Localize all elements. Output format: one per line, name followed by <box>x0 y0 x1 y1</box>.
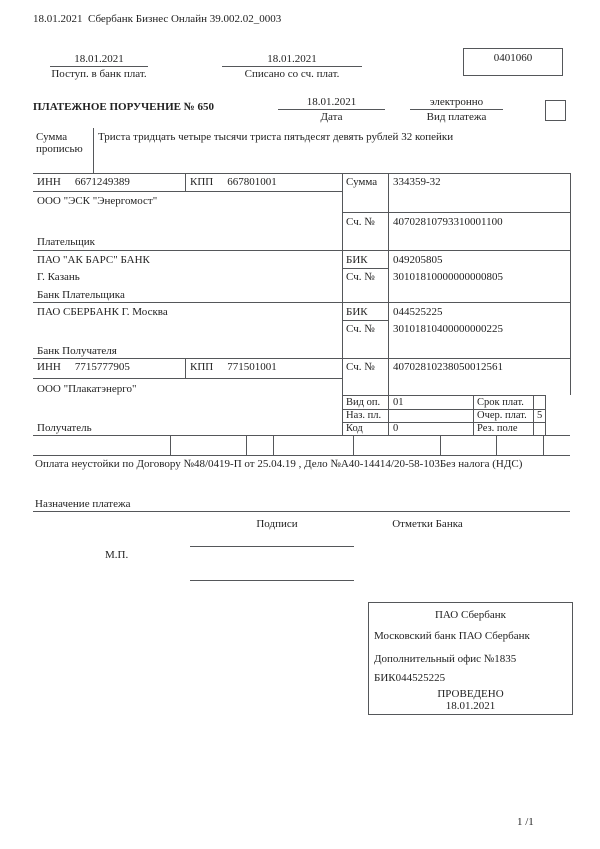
payer-bank-bik-value: 049205805 <box>393 254 443 266</box>
signature-line-1 <box>190 546 354 547</box>
beneficiary-inn <box>37 361 130 373</box>
payer-inn-value: 6671249389 <box>74 176 130 188</box>
grid-line <box>533 395 534 435</box>
bank-stamp-branch: Московский банк ПАО Сбербанк <box>374 630 530 642</box>
date-value: 18.01.2021 <box>278 96 385 110</box>
received-label: Поступ. в банк плат. <box>51 68 147 80</box>
grid-line <box>33 511 570 512</box>
bank-stamp-org: ПАО Сбербанк <box>434 609 507 621</box>
purpose-code-label: Наз. пл. <box>346 410 382 421</box>
date-label: Дата <box>320 111 343 123</box>
debited-date: 18.01.2021 <box>222 53 362 67</box>
payer-bank-city: Г. Казань <box>37 271 80 283</box>
grid-line <box>543 435 544 455</box>
amount-in-words-label: Сумма прописью <box>36 131 83 155</box>
amount-in-words-value: Триста тридцать четыре тысячи триста пятьдесят девять рублей 32 копейки <box>98 131 454 143</box>
grid-line <box>33 435 570 436</box>
beneficiary-name: ООО "Плакатэнерго" <box>37 383 137 395</box>
beneficiary-bank-bik-value: 044525225 <box>393 306 443 318</box>
signatures-caption: Подписи <box>256 518 298 530</box>
payer-bank-bik-label: БИК <box>346 254 368 266</box>
grid-line <box>342 173 343 435</box>
payment-kind-field <box>410 96 503 123</box>
payer-bank-account-value: 30101810000000000805 <box>393 271 503 283</box>
grid-line <box>388 173 389 435</box>
payer-caption: Плательщик <box>37 236 95 248</box>
grid-line <box>353 435 354 455</box>
grid-line <box>246 435 247 455</box>
grid-line <box>33 191 342 192</box>
beneficiary-inn-label: ИНН <box>37 361 61 373</box>
received-in-bank-field <box>50 53 148 80</box>
beneficiary-kpp-label: КПП <box>190 361 214 373</box>
grid-line <box>342 268 388 269</box>
grid-line <box>185 173 186 191</box>
code-label: Код <box>346 423 363 434</box>
payer-inn <box>37 176 130 188</box>
grid-line <box>93 128 94 173</box>
bank-marks-caption: Отметки Банка <box>392 518 463 530</box>
priority-value: 5 <box>537 410 543 421</box>
grid-line <box>473 395 474 435</box>
code-value: 0 <box>393 423 399 434</box>
grid-line <box>440 435 441 455</box>
beneficiary-bank-account-value: 30101810400000000225 <box>393 323 503 335</box>
form-code: 0401060 <box>493 52 533 64</box>
grid-line <box>33 358 570 359</box>
amount-value: 334359-32 <box>393 176 441 188</box>
payment-purpose-caption: Назначение платежа <box>35 498 131 510</box>
payer-account-label: Сч. № <box>346 216 375 228</box>
grid-line <box>342 395 545 396</box>
grid-line <box>170 435 171 455</box>
amount-label: Сумма <box>346 176 378 188</box>
beneficiary-account-label: Сч. № <box>346 361 375 373</box>
received-date: 18.01.2021 <box>50 53 148 67</box>
beneficiary-bank-account-label: Сч. № <box>346 323 375 335</box>
payer-inn-label: ИНН <box>37 176 61 188</box>
beneficiary-kpp-value: 771501001 <box>227 361 277 373</box>
priority-label: Очер. плат. <box>477 410 527 421</box>
payer-bank-name: ПАО "АК БАРС" БАНК <box>37 254 150 266</box>
payer-kpp <box>190 176 277 188</box>
document-meta-line: 18.01.2021 Сбербанк Бизнес Онлайн 39.002.02_0003 <box>33 13 282 25</box>
op-type-label: Вид оп. <box>346 397 381 408</box>
grid-line <box>342 320 388 321</box>
beneficiary-account-value: 40702810238050012561 <box>393 361 503 373</box>
grid-line <box>33 173 570 174</box>
beneficiary-caption: Получатель <box>37 422 92 434</box>
form-code-box <box>463 48 563 76</box>
grid-line <box>342 212 570 213</box>
payer-kpp-label: КПП <box>190 176 214 188</box>
payment-purpose-text: Оплата неустойки по Договору №48/0419-П от 25.04.19 , Дело №А40-14414/20-58-103Без налога (НДС) <box>35 458 523 470</box>
payment-kind-label: Вид платежа <box>426 111 487 123</box>
grid-line <box>33 250 570 251</box>
beneficiary-bank-caption: Банк Получателя <box>37 345 117 357</box>
grid-line <box>185 358 186 378</box>
debited-label: Списано со сч. плат. <box>244 68 340 80</box>
signature-line-2 <box>190 580 354 581</box>
grid-line <box>273 435 274 455</box>
debited-from-account-field <box>222 53 362 80</box>
grid-line <box>33 378 342 379</box>
grid-line <box>33 302 570 303</box>
payer-bank-account-label: Сч. № <box>346 271 375 283</box>
date-field <box>278 96 385 123</box>
beneficiary-inn-value: 7715777905 <box>74 361 130 373</box>
bank-stamp-date: 18.01.2021 <box>445 700 496 712</box>
beneficiary-bank-bik-label: БИК <box>346 306 368 318</box>
payment-kind-value: электронно <box>410 96 503 110</box>
reserve-field-label: Рез. поле <box>477 423 518 434</box>
bank-stamp-bik: БИК044525225 <box>374 672 446 684</box>
page-number: 1 /1 <box>517 816 534 828</box>
due-date-label: Срок плат. <box>477 397 524 408</box>
grid-line <box>496 435 497 455</box>
beneficiary-bank-name: ПАО СБЕРБАНК Г. Москва <box>37 306 168 318</box>
bank-stamp-box <box>368 602 573 715</box>
op-type-value: 01 <box>393 397 404 408</box>
bank-stamp-office: Дополнительный офис №1835 <box>374 653 517 665</box>
stamp-place-caption: М.П. <box>105 549 129 561</box>
status-checkbox <box>545 100 566 121</box>
payer-kpp-value: 667801001 <box>227 176 277 188</box>
payer-name: ООО "ЭСК "Энергомост" <box>37 195 158 207</box>
grid-line <box>570 173 571 395</box>
beneficiary-kpp <box>190 361 277 373</box>
payer-account-value: 40702810793310001100 <box>393 216 503 228</box>
document-title: ПЛАТЕЖНОЕ ПОРУЧЕНИЕ № 650 <box>33 101 215 113</box>
payer-bank-caption: Банк Плательщика <box>37 289 125 301</box>
bank-stamp-status: ПРОВЕДЕНО <box>437 688 504 700</box>
grid-line <box>545 395 546 435</box>
grid-line <box>33 455 570 456</box>
